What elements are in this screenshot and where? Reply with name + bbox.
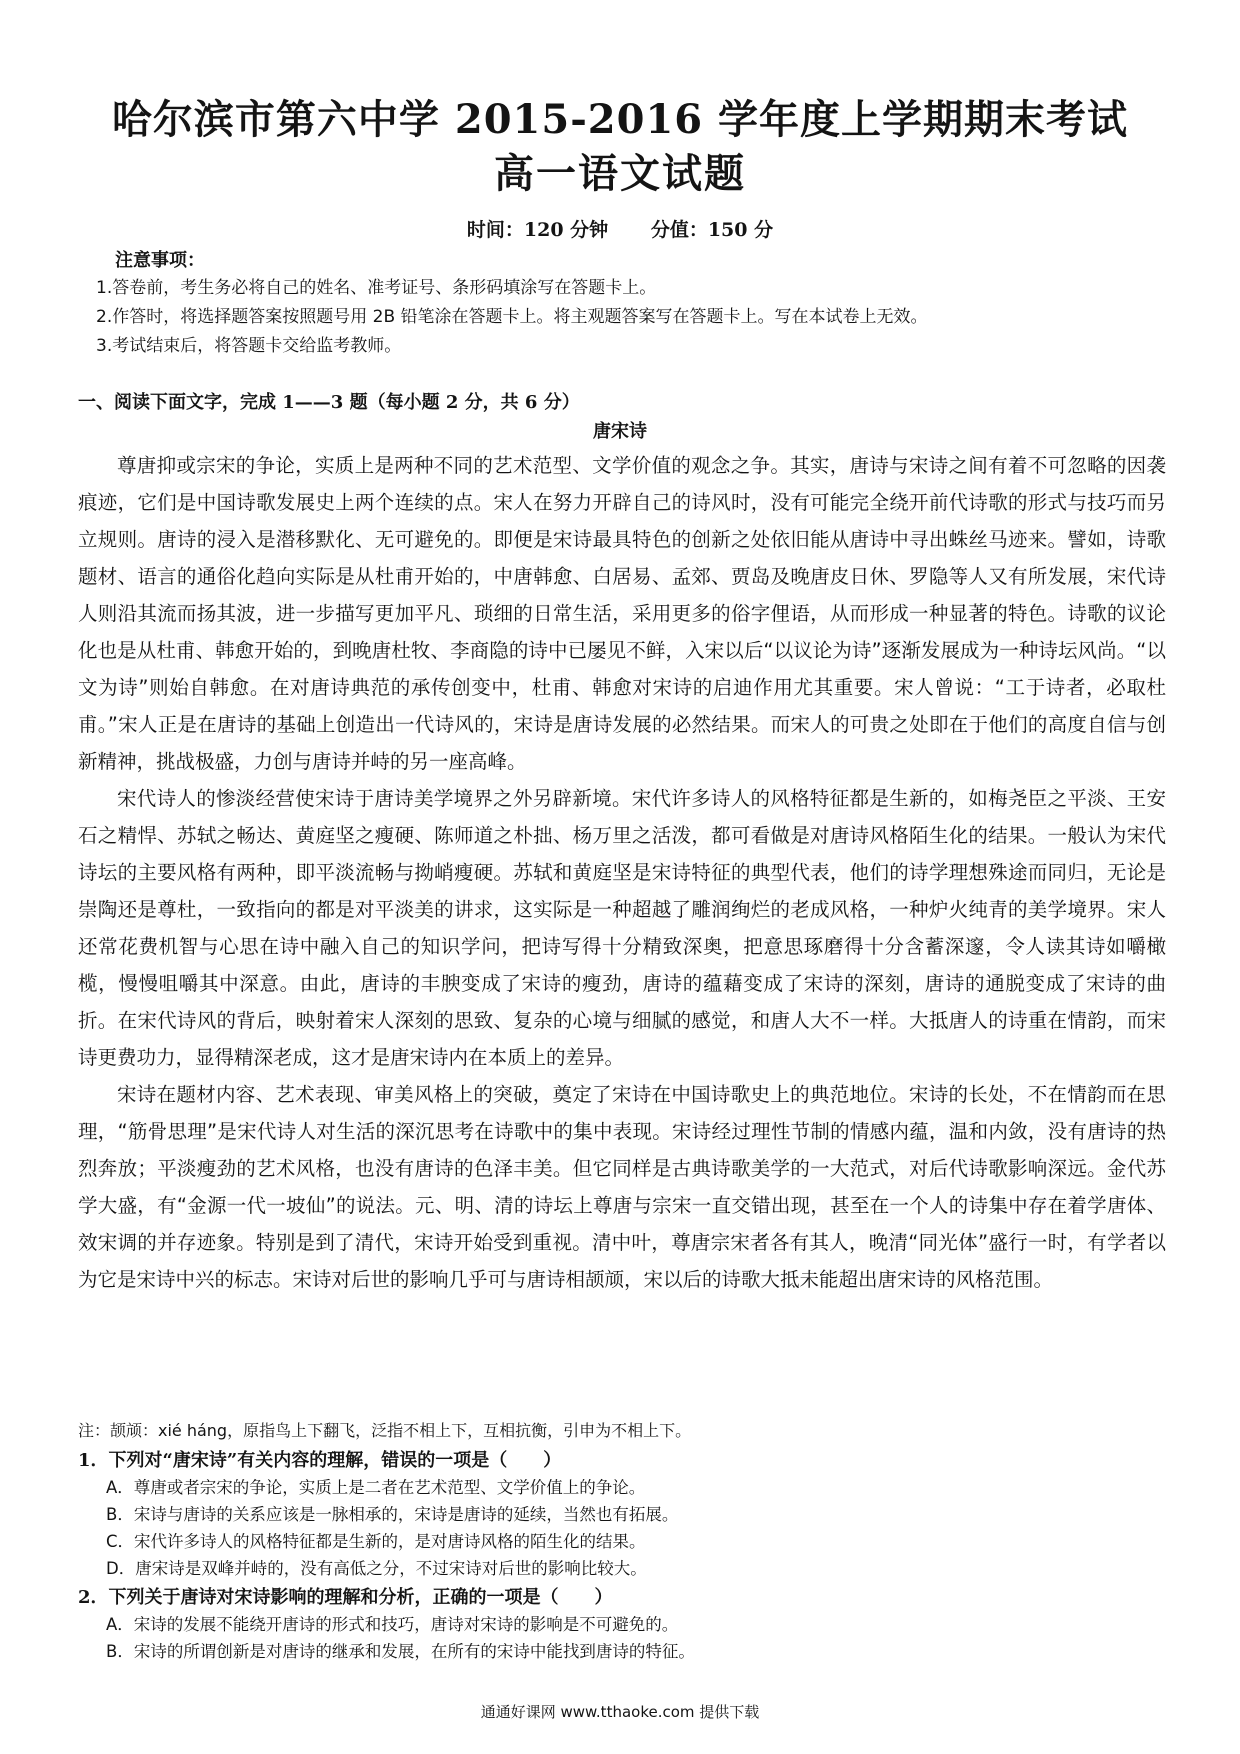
notice-item: 1.答卷前，考生务必将自己的姓名、准考证号、条形码填涂写在答题卡上。 [96,278,657,298]
passage-paragraph: 宋代诗人的惨淡经营使宋诗于唐诗美学境界之外另辟新境。宋代许多诗人的风格特征都是生新的，如梅尧臣之平淡、王安石之精悍、苏轼之畅达、黄庭坚之瘦硬、陈师道之朴拙、杨万里之活泼，都可看做是对唐诗风格陌生化的结果。一般认为宋代诗坛的主要风格有两种，即平淡流畅与拗峭瘦硬。苏轼和黄庭坚是宋诗特征的典型代表，他们的诗学理想殊途而同归，无论是崇陶还是尊杜，一致指向的都是对平淡美的讲求，这实际是一种超越了雕润绚烂的老成风格，一种炉火纯青的美学境界。宋人还常花费机智与心思在诗中融入自己的知识学问，把诗写得十分精致深奥，把意思琢磨得十分含蓄深邃，令人读其诗如嚼橄榄，慢慢咀嚼其中深意。由此，唐诗的丰腴变成了宋诗的瘦劲，唐诗的蕴藉变成了宋诗的深刻，唐诗的通脱变成了宋诗的曲折。在宋代诗风的背后，映射着宋人深刻的思致、复杂的心境与细腻的感觉，和唐人大不一样。大抵唐人的诗重在情韵，而宋诗更费功力，显得精深老成，这才是唐宋诗内在本质上的差异。 [78,787,1166,1069]
passage-paragraph: 尊唐抑或宗宋的争论，实质上是两种不同的艺术范型、文学价值的观念之争。其实，唐诗与宋诗之间有着不可忽略的因袭痕迹，它们是中国诗歌发展史上两个连续的点。宋人在努力开辟自己的诗风时，没有可能完全绕开前代诗歌的形式与技巧而另立规则。唐诗的浸入是潜移默化、无可避免的。即便是宋诗最具特色的创新之处依旧能从唐诗中寻出蛛丝马迹来。譬如，诗歌题材、语言的通俗化趋向实际是从杜甫开始的，中唐韩愈、白居易、孟郊、贾岛及晚唐皮日休、罗隐等人又有所发展，宋代诗人则沿其流而扬其波，进一步描写更加平凡、琐细的日常生活，采用更多的俗字俚语，从而形成一种显著的特色。诗歌的议论化也是从杜甫、韩愈开始的，到晚唐杜牧、李商隐的诗中已屡见不鲜，入宋以后“以议论为诗”逐渐发展成为一种诗坛风尚。“以文为诗”则始自韩愈。在对唐诗典范的承传创变中，杜甫、韩愈对宋诗的启迪作用尤其重要。宋人曾说：“工于诗者，必取杜甫。”宋人正是在唐诗的基础上创造出一代诗风的，宋诗是唐诗发展的必然结果。而宋人的可贵之处即在于他们的高度自信与创新精神，挑战极盛，力创与唐诗并峙的另一座高峰。 [78,454,1166,773]
question-option: B．宋诗与唐诗的关系应该是一脉相承的，宋诗是唐诗的延续，当然也有拓展。 [106,1505,679,1524]
section-heading: 一、阅读下面文字，完成 1——3 题（每小题 2 分，共 6 分） [78,392,580,413]
exam-subtitle: 高一语文试题 [494,150,746,197]
question-option: D．唐宋诗是双峰并峙的，没有高低之分，不过宋诗对后世的影响比较大。 [106,1559,647,1578]
exam-meta [0,215,1240,242]
exam-score: 分值：150 分 [650,219,774,241]
exam-time: 时间：120 分钟 [466,219,609,241]
question-option: A．尊唐或者宗宋的争论，实质上是二者在艺术范型、文学价值上的争论。 [106,1478,646,1497]
question-stem: 2．下列关于唐诗对宋诗影响的理解和分析，正确的一项是（ ） [78,1587,613,1608]
question-option: B．宋诗的所谓创新是对唐诗的继承和发展，在所有的宋诗中能找到唐诗的特征。 [106,1642,695,1661]
notice-item: 2.作答时，将选择题答案按照题号用 2B 铅笔涂在答题卡上。将主观题答案写在答题卡上。写在本试卷上无效。 [96,307,928,327]
notice-item: 3.考试结束后，将答题卡交给监考教师。 [96,336,402,356]
passage-paragraph: 宋诗在题材内容、艺术表现、审美风格上的突破，奠定了宋诗在中国诗歌史上的典范地位。宋诗的长处，不在情韵而在思理，“筋骨思理”是宋代诗人对生活的深沉思考在诗歌中的集中表现。宋诗经过理性节制的情感内蕴，温和内敛，没有唐诗的热烈奔放；平淡瘦劲的艺术风格，也没有唐诗的色泽丰美。但它同样是古典诗歌美学的一大范式，对后代诗歌影响深远。金代苏学大盛，有“金源一代一坡仙”的说法。元、明、清的诗坛上尊唐与宗宋一直交错出现，甚至在一个人的诗集中存在着学唐体、效宋调的并存迹象。特别是到了清代，宋诗开始受到重视。清中叶，尊唐宗宋者各有其人，晚清“同光体”盛行一时，有学者以为它是宋诗中兴的标志。宋诗对后世的影响几乎可与唐诗相颉颃，宋以后的诗歌大抵未能超出唐宋诗的风格范围。 [78,1083,1166,1291]
notice-heading: 注意事项： [115,250,205,271]
passage-note: 注：颉颃：xié háng，原指鸟上下翻飞，泛指不相上下，互相抗衡，引申为不相上下。 [78,1421,692,1440]
question-option: A．宋诗的发展不能绕开唐诗的形式和技巧，唐诗对宋诗的影响是不可避免的。 [106,1615,679,1634]
essay-title: 唐宋诗 [593,421,647,442]
question-stem: 1．下列对“唐宋诗”有关内容的理解，错误的一项是（ ） [78,1450,562,1471]
exam-title: 哈尔滨市第六中学 2015-2016 学年度上学期期末考试 [111,96,1129,143]
reading-passage [78,447,1166,1298]
question-option: C．宋代许多诗人的风格特征都是生新的，是对唐诗风格的陌生化的结果。 [106,1532,646,1551]
page-footer: 通通好课网 www.tthaoke.com 提供下载 [480,1703,760,1721]
